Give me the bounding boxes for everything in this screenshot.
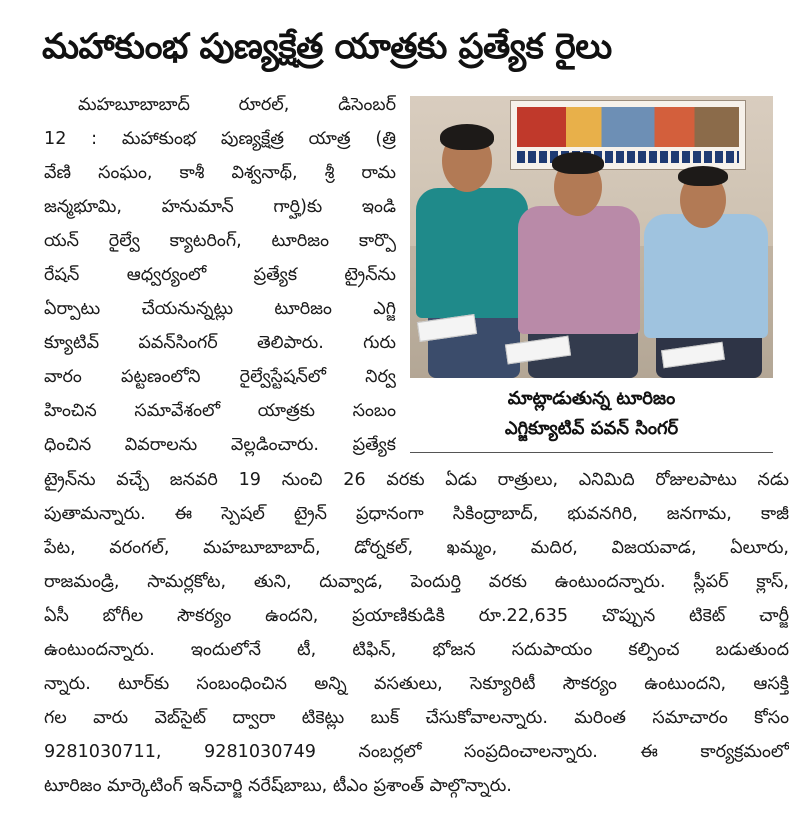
article-column-text	[44, 88, 396, 462]
article-line: రాజమండ్రి, సామర్లకోట, తుని, దువ్వాడ, పెందుర్తి వరకు ఉంటుందన్నారు. స్లీపర్ క్లాస్,	[44, 572, 789, 592]
caption-divider	[410, 452, 773, 453]
caption-line: మాట్లాడుతున్న టూరిజం	[507, 388, 676, 409]
person-middle-hair	[552, 152, 604, 174]
article-line: పుతామన్నారు. ఈ స్పెషల్ ట్రైన్ ప్రధానంగా సికింద్రాబాద్, భువనగిరి, జనగామ, కాజీ	[44, 504, 789, 524]
poster-text-strip	[517, 151, 739, 163]
article-line: పేట, వరంగల్, మహబూబాబాద్, డోర్నకల్, ఖమ్మం, మదిర, విజయవాడ, ఏలూరు,	[44, 538, 789, 558]
article-line: వేణి సంఘం, కాశీ విశ్వనాథ్, శ్రీ రామ	[44, 163, 396, 183]
article-full-width-text	[44, 463, 789, 803]
article-line: జన్మభూమి, హనుమాన్ గార్హి)కు ఇండి	[44, 197, 396, 217]
poster-image-band	[517, 107, 739, 147]
article-line: క్యూటివ్ పవన్‌సింగర్ తెలిపారు. గురు	[44, 333, 396, 353]
photo-caption	[410, 384, 773, 448]
article-line: ధించిన వివరాలను వెల్లడించారు. ప్రత్యేక	[44, 435, 396, 455]
article-line: 12 : మహాకుంభ పుణ్యక్షేత్ర యాత్ర (త్రి	[44, 129, 396, 149]
article-line: ట్రైన్‌ను వచ్చే జనవరి 19 నుంచి 26 వరకు ఏడు రాత్రులు, ఎనిమిది రోజులపాటు నడు	[44, 470, 789, 490]
article-line: వారం పట్టణంలోని రైల్వేస్టేషన్‌లో నిర్వ	[44, 367, 396, 387]
tourism-poster	[510, 100, 746, 170]
headline: మహాకుంభ పుణ్యక్షేత్ర యాత్రకు ప్రత్యేక రైలు	[42, 27, 612, 67]
article-line: హించిన సమావేశంలో యాత్రకు సంబం	[44, 401, 396, 421]
article-line: మహబూబాబాద్ రూరల్, డిసెంబర్	[78, 95, 396, 115]
article-line: 9281030711, 9281030749 నంబర్లలో సంప్రదించాలన్నారు. ఈ కార్యక్రమంలో	[44, 742, 789, 762]
person-middle-vest	[518, 206, 640, 334]
person-left-hair	[440, 124, 494, 150]
article-line: న్నారు. టూర్‌కు సంబంధించిన అన్ని వసతులు, సెక్యూరిటీ సౌకర్యం ఉంటుందని, ఆసక్తి	[44, 674, 789, 694]
caption-line: ఎగ్జిక్యూటివ్ పవన్ సింగర్	[504, 418, 679, 439]
article-line: గల వారు వెబ్‌సైట్ ద్వారా టికెట్లు బుక్ చేసుకోవాలన్నారు. మరింత సమాచారం కోసం	[44, 708, 789, 728]
article-line: ఏర్పాటు చేయనున్నట్లు టూరిజం ఎగ్జి	[44, 299, 396, 319]
person-right-hair	[678, 166, 728, 186]
article-line: టూరిజం మార్కెటింగ్ ఇన్‌చార్జి నరేష్‌బాబు, టీఎం ప్రశాంత్ పాల్గొన్నారు.	[44, 776, 512, 796]
article-line: ఏసీ బోగీల సౌకర్యం ఉందని, ప్రయాణికుడికి రూ.22,635 చొప్పున టికెట్ చార్జీ	[44, 606, 789, 626]
person-left-shirt	[416, 188, 528, 318]
press-meet-photo	[410, 96, 773, 378]
article-line: యన్ రైల్వే క్యాటరింగ్, టూరిజం కార్పొ	[44, 231, 396, 251]
article-line: రేషన్ ఆధ్వర్యంలో ప్రత్యేక ట్రైన్‌ను	[44, 265, 396, 285]
article-line: ఉంటుందన్నారు. ఇందులోనే టీ, టిఫిన్, భోజన సదుపాయం కల్పించ బడుతుంద	[44, 640, 789, 660]
person-right-shirt	[644, 214, 768, 338]
